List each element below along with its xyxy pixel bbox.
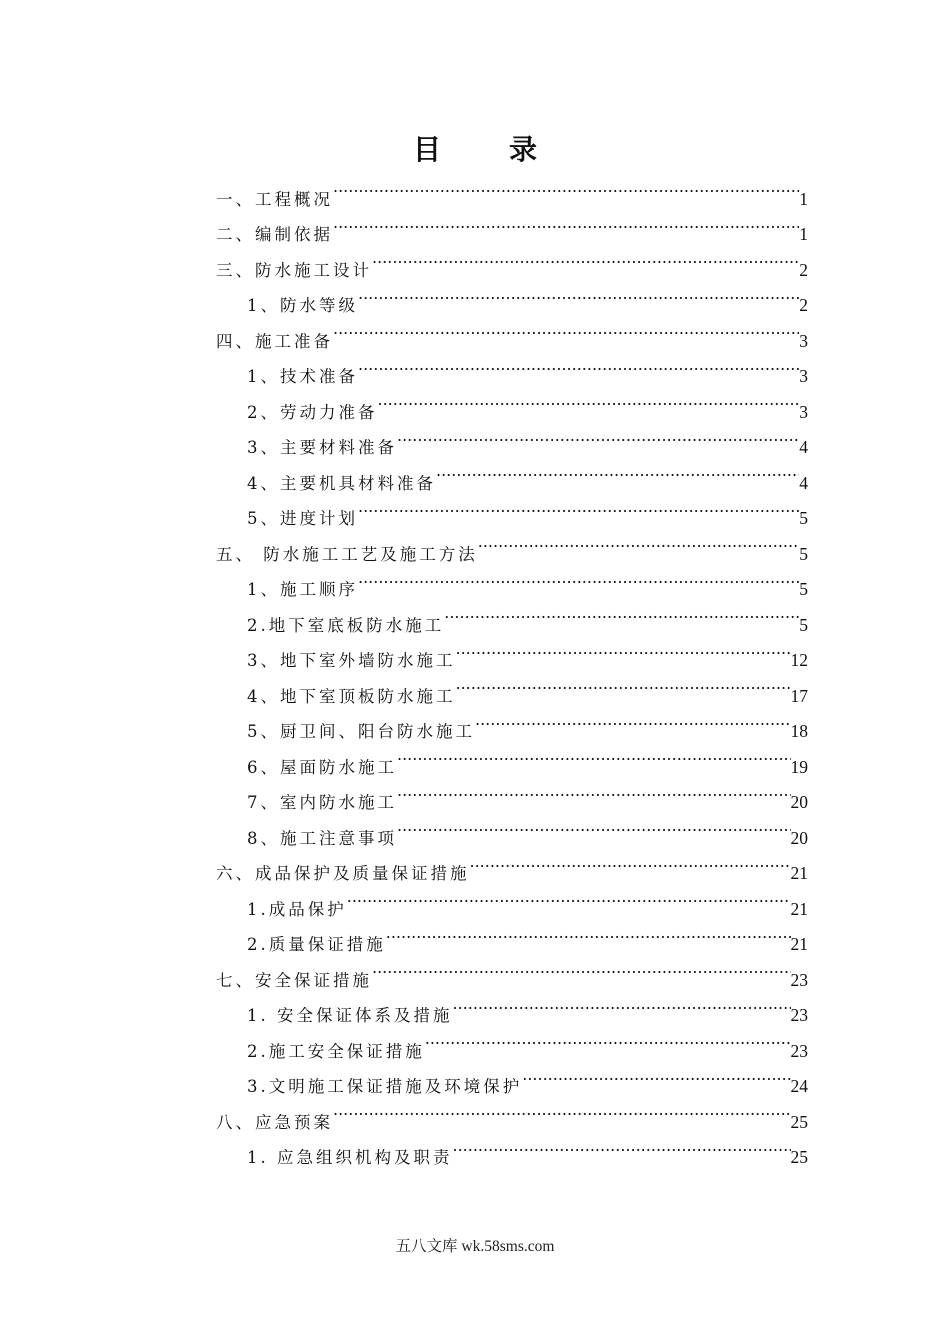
toc-entry-page-number: 5 [799,614,808,635]
toc-entry-label: 3、主要材料准备 [247,438,397,457]
toc-entry-page-number: 1 [799,188,808,209]
toc-entry-label: 二、编制依据 [216,225,333,244]
toc-entry-label: 5、厨卫间、阳台防水施工 [247,722,475,741]
toc-entry-page-number: 18 [790,721,808,741]
toc-dot-leader [456,631,791,667]
toc-entry-page-number: 21 [790,863,808,883]
toc-entry-page-number: 21 [790,934,808,954]
toc-entry-label: 7、室内防水施工 [247,793,397,812]
toc-dot-leader [444,595,799,631]
toc-dot-leader [358,276,799,312]
toc-entry[interactable] [216,169,808,209]
toc-entry-page-number: 5 [799,579,808,599]
toc-dot-leader [378,382,800,418]
toc-entry-label: 三、防水施工设计 [216,260,372,280]
toc-dot-leader [358,560,799,596]
toc-entry-page-number: 4 [799,472,808,493]
toc-entry-page-number: 3 [799,366,808,386]
toc-dot-leader [333,205,799,241]
toc-dot-leader [386,915,791,951]
toc-entry-page-number: 5 [799,508,808,528]
toc-entry-page-number: 25 [790,1147,808,1167]
footer-watermark: 五八文库 wk.58sms.com [395,1238,555,1255]
toc-entry-page-number: 20 [790,792,808,812]
toc-dot-leader [522,1057,790,1093]
toc-entry-label: 一、工程概况 [216,189,333,209]
toc-dot-leader [372,240,799,276]
toc-entry-page-number: 3 [799,330,808,351]
toc-dot-leader [372,950,791,986]
toc-entry-label: 四、施工准备 [216,331,333,351]
toc-dot-leader [456,666,791,702]
toc-entry-page-number: 19 [790,756,808,777]
toc-entry-label: 1、防水等级 [247,296,358,315]
toc-dot-leader [397,737,791,773]
page-title: 目 录 [412,133,557,166]
toc-dot-leader [453,986,791,1022]
toc-dot-leader [358,347,799,383]
toc-entry-page-number: 3 [799,401,808,422]
toc-entry-page-number: 17 [790,685,808,706]
toc-entry-page-number: 21 [790,898,808,919]
toc-entry-page-number: 23 [790,969,808,990]
toc-entry-page-number: 4 [799,437,808,457]
toc-entry-page-number: 25 [790,1111,808,1132]
toc-entry-label: 2.施工安全保证措施 [247,1041,425,1061]
toc-dot-leader [333,1092,791,1128]
toc-dot-leader [475,702,791,738]
toc-entry-label: 1. 安全保证体系及措施 [247,1006,453,1025]
toc-entry-label: 2.地下室底板防水施工 [247,615,445,635]
toc-entry-page-number: 2 [799,295,808,315]
toc-entry-label: 五、 防水施工工艺及施工方法 [216,544,478,564]
toc-dot-leader [436,453,799,489]
toc-entry-label: 4、地下室顶板防水施工 [247,686,456,706]
table-of-contents [216,169,808,1167]
toc-entry-page-number: 12 [790,650,808,670]
toc-entry-label: 3.文明施工保证措施及环境保护 [247,1077,523,1096]
toc-dot-leader [453,1128,791,1164]
toc-dot-leader [478,524,800,560]
toc-dot-leader [333,311,799,347]
toc-entry-label: 6、屋面防水施工 [247,757,397,777]
toc-entry-page-number: 23 [790,1005,808,1025]
toc-dot-leader [397,808,791,844]
toc-dot-leader [397,773,791,809]
toc-dot-leader [347,879,791,915]
toc-entry-page-number: 20 [790,827,808,848]
toc-entry-label: 七、安全保证措施 [216,970,372,990]
toc-dot-leader [358,489,799,525]
toc-entry-page-number: 5 [799,543,808,564]
toc-entry-label: 六、成品保护及质量保证措施 [216,864,470,883]
toc-entry-label: 2、劳动力准备 [247,402,378,422]
toc-entry-page-number: 2 [799,259,808,280]
toc-entry-label: 5、进度计划 [247,509,358,528]
toc-entry-page-number: 23 [790,1040,808,1061]
toc-entry-label: 2.质量保证措施 [247,935,386,954]
toc-dot-leader [470,844,791,880]
toc-entry-label: 1、施工顺序 [247,580,358,599]
toc-entry-page-number: 1 [799,224,808,244]
toc-entry-label: 3、地下室外墙防水施工 [247,651,456,670]
toc-entry-label: 8、施工注意事项 [247,828,397,848]
toc-dot-leader [333,169,799,205]
toc-entry-label: 4、主要机具材料准备 [247,473,436,493]
toc-entry-label: 1.成品保护 [247,899,347,919]
toc-entry-label: 1. 应急组织机构及职责 [247,1148,453,1167]
toc-dot-leader [397,418,799,454]
toc-entry-label: 1、技术准备 [247,367,358,386]
toc-entry-page-number: 24 [790,1076,808,1096]
toc-dot-leader [425,1021,791,1057]
toc-entry-label: 八、应急预案 [216,1112,333,1132]
